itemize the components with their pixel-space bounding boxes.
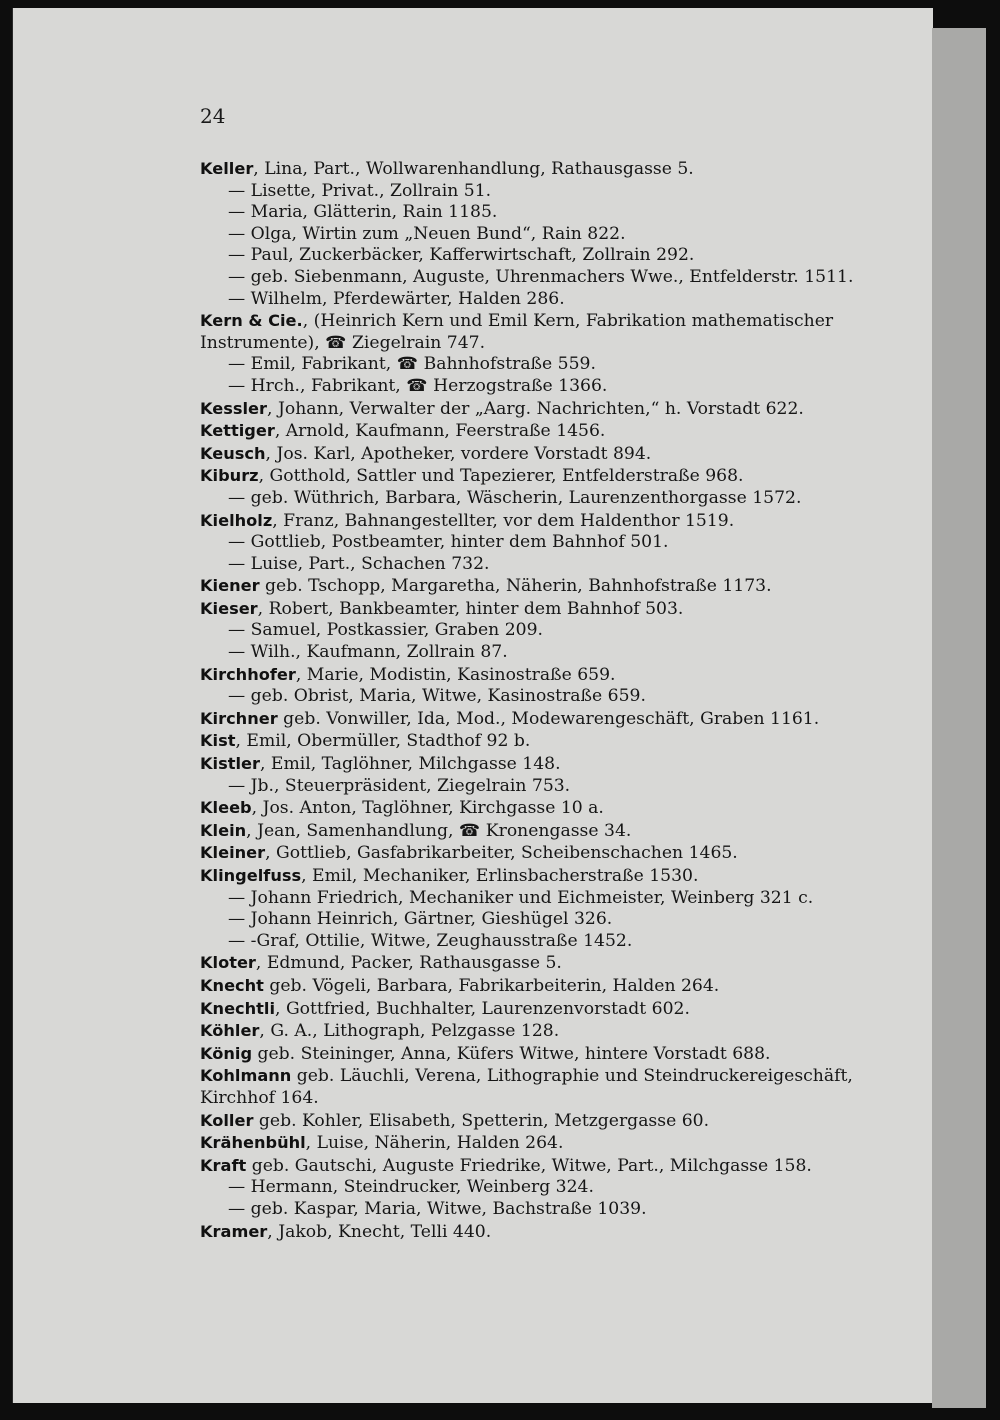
directory-entry bbox=[200, 842, 880, 865]
entry-surname: Klingelfuss bbox=[200, 866, 302, 885]
entry-details: , Edmund, Packer, Rathausgasse 5. bbox=[255, 953, 562, 974]
entry-details: , Luise, Näherin, Halden 264. bbox=[305, 1133, 564, 1154]
entry-surname: Krähenbühl bbox=[200, 1133, 306, 1153]
directory-entry bbox=[200, 708, 880, 731]
directory-entry-list bbox=[200, 158, 880, 1243]
entry-surname: Kleeb bbox=[200, 798, 252, 818]
entry-details: — Hrch., Fabrikant, ☎ Herzogstraße 1366. bbox=[228, 375, 608, 396]
entry-surname: Kirchner bbox=[200, 708, 278, 728]
entry-details: , Emil, Taglöhner, Milchgasse 148. bbox=[259, 754, 561, 775]
entry-details: , Marie, Modistin, Kasinostraße 659. bbox=[295, 664, 616, 685]
entry-details: — Samuel, Postkassier, Graben 209. bbox=[228, 620, 543, 641]
directory-entry bbox=[200, 975, 880, 998]
directory-entry bbox=[200, 620, 880, 642]
entry-surname: Kiener bbox=[200, 576, 260, 596]
entry-details: — Wilhelm, Pferdewärter, Halden 286. bbox=[228, 288, 565, 309]
entry-details: , Jean, Samenhandlung, ☎ Kronengasse 34. bbox=[246, 820, 632, 841]
entry-surname: Knecht bbox=[200, 975, 264, 995]
directory-entry bbox=[200, 465, 880, 488]
directory-entry bbox=[200, 664, 880, 687]
entry-details: — geb. Obrist, Maria, Witwe, Kasinostraße 659. bbox=[228, 686, 646, 707]
entry-details: — Johann Friedrich, Mechaniker und Eichmeister, Weinberg 321 c. bbox=[228, 887, 814, 908]
entry-details: — geb. Siebenmann, Auguste, Uhrenmachers Wwe., Entfelderstr. 1511. bbox=[228, 266, 854, 287]
entry-details: — Gottlieb, Postbeamter, hinter dem Bahnhof 501. bbox=[228, 532, 669, 553]
directory-entry bbox=[200, 642, 880, 664]
entry-details: geb. Kohler, Elisabeth, Spetterin, Metzgergasse 60. bbox=[253, 1110, 710, 1131]
directory-entry bbox=[200, 1110, 880, 1133]
entry-details: — Jb., Steuerpräsident, Ziegelrain 753. bbox=[228, 775, 571, 796]
directory-entry bbox=[200, 245, 880, 267]
directory-entry bbox=[200, 1177, 880, 1199]
entry-surname: Kloter bbox=[200, 953, 256, 973]
entry-surname: Köhler bbox=[200, 1021, 260, 1041]
entry-details: , Emil, Obermüller, Stadthof 92 b. bbox=[235, 731, 531, 752]
directory-entry bbox=[200, 398, 880, 421]
directory-entry bbox=[200, 1132, 880, 1155]
entry-details: — Johann Heinrich, Gärtner, Gieshügel 326. bbox=[228, 909, 613, 930]
directory-entry bbox=[200, 554, 880, 576]
directory-entry bbox=[200, 1020, 880, 1043]
entry-details: geb. Tschopp, Margaretha, Näherin, Bahnhofstraße 1173. bbox=[259, 576, 772, 597]
entry-details: , Gottfried, Buchhalter, Laurenzenvorstadt 602. bbox=[275, 998, 690, 1019]
directory-entry bbox=[200, 865, 880, 888]
entry-details: , Johann, Verwalter der „Aarg. Nachrichten,“ h. Vorstadt 622. bbox=[267, 398, 804, 419]
directory-entry bbox=[200, 1065, 880, 1109]
directory-entry bbox=[200, 376, 880, 398]
entry-details: — Lisette, Privat., Zollrain 51. bbox=[228, 180, 492, 201]
entry-details: geb. Steininger, Anna, Küfers Witwe, hintere Vorstadt 688. bbox=[252, 1043, 771, 1064]
entry-details: , Gottlieb, Gasfabrikarbeiter, Scheibenschachen 1465. bbox=[265, 843, 738, 864]
directory-entry bbox=[200, 776, 880, 798]
entry-surname: Kleiner bbox=[200, 843, 266, 863]
entry-details: — Olga, Wirtin zum „Neuen Bund“, Rain 822. bbox=[228, 223, 626, 244]
entry-details: , G. A., Lithograph, Pelzgasse 128. bbox=[259, 1021, 560, 1042]
directory-entry bbox=[200, 532, 880, 554]
entry-details: — Luise, Part., Schachen 732. bbox=[228, 553, 490, 574]
entry-details: , Jos. Karl, Apotheker, vordere Vorstadt 894. bbox=[265, 443, 652, 464]
directory-entry bbox=[200, 909, 880, 931]
directory-entry bbox=[200, 354, 880, 376]
directory-entry bbox=[200, 1043, 880, 1066]
directory-entry bbox=[200, 686, 880, 708]
directory-entry bbox=[200, 1155, 880, 1178]
entry-details: geb. Läuchli, Verena, Lithographie und Steindruckereigeschäft, Kirchhof 164. bbox=[200, 1066, 853, 1108]
entry-surname: Kirchhofer bbox=[200, 664, 296, 684]
entry-details: , Gotthold, Sattler und Tapezierer, Entfelderstraße 968. bbox=[258, 466, 744, 487]
directory-entry bbox=[200, 753, 880, 776]
entry-surname: Kieser bbox=[200, 598, 258, 618]
entry-details: geb. Vonwiller, Ida, Mod., Modewarengeschäft, Graben 1161. bbox=[277, 708, 820, 729]
entry-details: — Emil, Fabrikant, ☎ Bahnhofstraße 559. bbox=[228, 354, 596, 375]
directory-entry bbox=[200, 730, 880, 753]
directory-entry bbox=[200, 888, 880, 910]
entry-surname: König bbox=[200, 1043, 253, 1063]
entry-surname: Kramer bbox=[200, 1221, 268, 1241]
entry-details: — -Graf, Ottilie, Witwe, Zeughausstraße 1452. bbox=[228, 930, 633, 951]
page-number: 24 bbox=[200, 104, 226, 128]
entry-surname: Klein bbox=[200, 820, 247, 840]
directory-entry bbox=[200, 575, 880, 598]
entry-details: , Lina, Part., Wollwarenhandlung, Rathausgasse 5. bbox=[253, 159, 694, 179]
entry-surname: Koller bbox=[200, 1110, 254, 1130]
directory-entry bbox=[200, 420, 880, 443]
entry-surname: Kohlmann bbox=[200, 1066, 292, 1086]
directory-entry bbox=[200, 488, 880, 510]
directory-entry bbox=[200, 202, 880, 224]
entry-details: , Arnold, Kaufmann, Feerstraße 1456. bbox=[274, 421, 606, 442]
directory-entry bbox=[200, 952, 880, 975]
entry-details: geb. Gautschi, Auguste Friedrike, Witwe, Part., Milchgasse 158. bbox=[246, 1155, 812, 1176]
entry-surname: Kiburz bbox=[200, 466, 259, 486]
directory-entry bbox=[200, 797, 880, 820]
entry-surname: Knechtli bbox=[200, 998, 276, 1018]
directory-entry bbox=[200, 998, 880, 1021]
entry-details: , Jakob, Knecht, Telli 440. bbox=[267, 1221, 492, 1242]
directory-entry bbox=[200, 267, 880, 289]
directory-entry bbox=[200, 510, 880, 533]
entry-surname: Kraft bbox=[200, 1155, 247, 1175]
directory-entry bbox=[200, 598, 880, 621]
entry-details: , (Heinrich Kern und Emil Kern, Fabrikation mathematischer Instrumente), ☎ Ziegelrain 747. bbox=[200, 311, 834, 353]
directory-entry bbox=[200, 310, 880, 354]
entry-surname: Kern & Cie. bbox=[200, 311, 303, 331]
directory-entry bbox=[200, 158, 880, 181]
entry-surname: Kist bbox=[200, 731, 236, 751]
entry-details: — Paul, Zuckerbäcker, Kafferwirtschaft, Zollrain 292. bbox=[228, 245, 695, 266]
entry-details: — geb. Wüthrich, Barbara, Wäscherin, Laurenzenthorgasse 1572. bbox=[228, 487, 802, 508]
entry-details: , Jos. Anton, Taglöhner, Kirchgasse 10 a. bbox=[251, 798, 604, 819]
directory-entry bbox=[200, 820, 880, 843]
entry-surname: Keusch bbox=[200, 443, 266, 463]
directory-entry bbox=[200, 1221, 880, 1244]
entry-details: , Franz, Bahnangestellter, vor dem Haldenthor 1519. bbox=[272, 510, 735, 531]
directory-entry bbox=[200, 1199, 880, 1221]
page-edge bbox=[932, 28, 986, 1408]
directory-entry bbox=[200, 181, 880, 203]
entry-details: geb. Vögeli, Barbara, Fabrikarbeiterin, Halden 264. bbox=[263, 975, 720, 996]
entry-surname: Kielholz bbox=[200, 510, 273, 530]
entry-details: , Robert, Bankbeamter, hinter dem Bahnhof 503. bbox=[257, 598, 684, 619]
entry-details: — Wilh., Kaufmann, Zollrain 87. bbox=[228, 642, 508, 663]
directory-entry bbox=[200, 443, 880, 466]
entry-details: — Maria, Glätterin, Rain 1185. bbox=[228, 202, 498, 223]
directory-entry bbox=[200, 224, 880, 246]
entry-surname: Kistler bbox=[200, 754, 260, 774]
directory-entry bbox=[200, 931, 880, 953]
entry-details: , Emil, Mechaniker, Erlinsbacherstraße 1530. bbox=[301, 866, 699, 886]
entry-surname: Kessler bbox=[200, 398, 268, 418]
entry-details: — geb. Kaspar, Maria, Witwe, Bachstraße 1039. bbox=[228, 1198, 647, 1219]
entry-details: — Hermann, Steindrucker, Weinberg 324. bbox=[228, 1177, 594, 1198]
entry-surname: Kettiger bbox=[200, 421, 275, 441]
entry-surname: Keller bbox=[200, 159, 254, 178]
directory-entry bbox=[200, 289, 880, 311]
